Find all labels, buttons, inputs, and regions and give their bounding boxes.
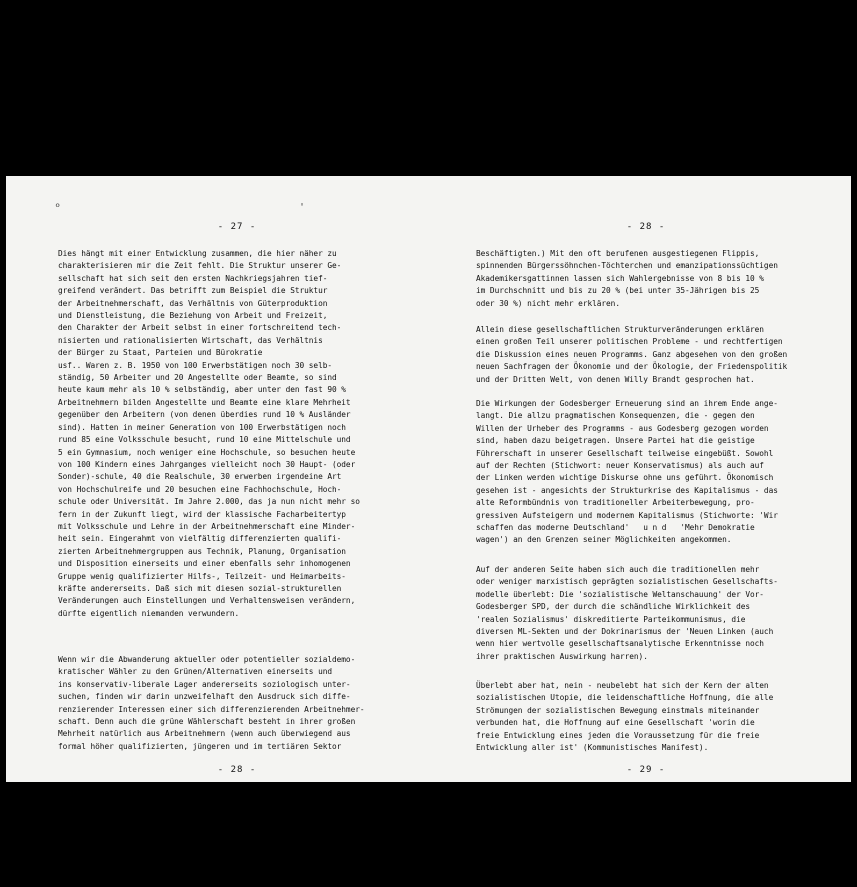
page-number-bottom: - 29 - [626, 765, 666, 775]
text-line: ins konservativ-liberale Lager andererseits soziologisch unter- [58, 679, 351, 689]
text-line: suchen, finden wir darin unzweifelhaft den Ausdruck sich diffe- [58, 692, 351, 702]
text-line: sind). Hatten in meiner Generation von 100 Erwerbstätigen noch [58, 422, 346, 432]
text-line: oder weniger marxistisch geprägten sozialistischen Gesellschafts- [476, 577, 778, 587]
paragraph [476, 398, 816, 547]
text-line: Auf der anderen Seite haben sich auch die traditionellen mehr [476, 565, 760, 574]
text-line: wenn hier wertvolle gesellschaftsanalytische Erkenntnisse noch [476, 639, 764, 649]
text-line: Beschäftigten.) Mit den oft berufenen ausgestiegenen Flippis, [476, 249, 760, 258]
text-line: Wenn wir die Abwanderung aktueller oder potentieller sozialdemo- [58, 655, 356, 664]
text-line: Veränderungen auch Einstellungen und Verhaltensweisen verändern, [58, 596, 356, 606]
text-line: Überlebt aber hat, nein - neubelebt hat sich der Kern der alten [476, 681, 769, 690]
text-line: die Diskussion eines neuen Programms. Ganz abgesehen von den großen [476, 349, 788, 359]
text-line: Arbeitnehmern bilden Angestellte und Beamte eine klare Mehrheit [58, 397, 351, 407]
text-line: diversen ML-Sekten und der Dokrinarismus der 'Neuen Linken (auch [476, 627, 774, 637]
text-line: oder 30 %) nicht mehr erklären. [476, 298, 620, 308]
text-line: nisierten und rationalisierten Wirtschaft, das Verhältnis [58, 335, 323, 345]
text-line: einen großen Teil unserer politischen Probleme - und rechtfertigen [476, 337, 783, 347]
paragraph [476, 248, 816, 310]
text-line: Führerschaft in unserer Gesellschaft teilweise eingebüßt. Sowohl [476, 448, 774, 458]
right-page [476, 176, 816, 782]
text-line: Sonder)-schule, 40 die Realschule, 30 erwerben irgendeine Art [58, 472, 342, 482]
text-line: charakterisieren mir die Zeit fehlt. Die Struktur unserer Ge- [58, 261, 342, 271]
text-line: den Charakter der Arbeit selbst in einer fortschreitend tech- [58, 323, 342, 333]
paragraph [58, 248, 416, 620]
text-line: Willen der Urheber des Programms - aus Godesberg gezogen worden [476, 423, 769, 433]
text-line: usf.. Waren z. B. 1950 von 100 Erwerbstätigen noch 30 selb- [58, 360, 333, 370]
left-page [58, 176, 416, 782]
text-line: der Arbeitnehmerschaft, das Verhältnis von Güterproduktion [58, 298, 328, 308]
text-line: der Bürger zu Staat, Parteien und Bürokratie [58, 348, 263, 358]
text-line: Godesberger SPD, der durch die schändliche Wirklichkeit des [476, 602, 751, 612]
text-line: 5 ein Gymnasium, noch weniger eine Hochschule, so besuchen heute [58, 447, 356, 457]
text-line: freie Entwicklung eines jeden die Voraussetzung für die freie [476, 730, 760, 740]
text-line: verbunden hat, die Hoffnung auf eine Gesellschaft 'worin die [476, 718, 755, 728]
paragraph [476, 680, 816, 754]
text-line: auf der Rechten (Stichwort: neuer Konservatismus) als auch auf [476, 461, 764, 471]
text-line: gegenüber den Arbeitern (von denen überdies rund 10 % Ausländer [58, 410, 351, 420]
text-line: Mehrheit natürlich aus Arbeitnehmern (wenn auch überwiegend aus [58, 729, 351, 739]
text-line: Entwicklung aller ist' (Kommunistisches Manifest). [476, 743, 709, 753]
scan-speck: ᵒ [54, 200, 62, 214]
text-line: Gruppe wenig qualifizierter Hilfs-, Teilzeit- und Heimarbeits- [58, 571, 346, 581]
text-line: und Disposition einerseits und einer ebenfalls sehr inhomogenen [58, 559, 351, 569]
text-line: wagen') an den Grenzen seiner Möglichkeiten angekommen. [476, 535, 732, 545]
page-number-top: - 28 - [626, 222, 666, 232]
text-line: gesehen ist - angesichts der Strukturkrise des Kapitalismus - das [476, 485, 778, 495]
text-line: von Hochschulreife und 20 besuchen eine Fachhochschule, Hoch- [58, 484, 342, 494]
text-line: greifend verändert. Das betrifft zum Beispiel die Struktur [58, 286, 328, 296]
page-number-bottom: - 28 - [217, 765, 257, 775]
text-line: mit Volksschule und Lehre in der Arbeitnehmerschaft eine Minder- [58, 521, 356, 531]
text-line: sind, haben dazu beigetragen. Unsere Partei hat die geistige [476, 436, 755, 446]
text-line: Die Wirkungen der Godesberger Erneuerung sind an ihrem Ende ange- [476, 399, 778, 408]
text-line: heute kaum mehr als 10 % selbständig, aber unter den fast 90 % [58, 385, 346, 395]
text-line: heit sein. Eingerahmt von vielfältig differenzierten qualifi- [58, 534, 342, 544]
text-line: rund 85 eine Volksschule besucht, rund 10 eine Mittelschule und [58, 435, 351, 445]
text-line: dürfte eigentlich niemanden verwundern. [58, 608, 240, 618]
text-line: Dies hängt mit einer Entwicklung zusammen, die hier näher zu [58, 249, 337, 258]
text-line: schaffen das moderne Deutschland' u n d 'Mehr Demokratie [476, 523, 755, 533]
text-line: der Linken werden wichtige Diskurse ohne uns geführt. Ökonomisch [476, 473, 774, 483]
text-line: alte Reformbündnis von traditioneller Arbeiterbewegung, pro- [476, 498, 755, 508]
text-line: fern in der Zukunft liegt, wird der klassische Facharbeitertyp [58, 509, 346, 519]
text-line: ständig, 50 Arbeiter und 20 Angestellte oder Beamte, so sind [58, 373, 337, 383]
paragraph [476, 324, 816, 386]
text-line: gressiven Aufsteigern und modernem Kapitalismus (Stichworte: 'Wir [476, 510, 778, 520]
text-line: im Durchschnitt und bis zu 20 % (bei unter 35-Jährigen bis 25 [476, 286, 760, 296]
text-line: Allein diese gesellschaftlichen Strukturveränderungen erklären [476, 325, 764, 334]
text-line: 'realen Sozialismus' diskreditierte Parteikommunismus, die [476, 614, 746, 624]
text-line: langt. Die allzu pragmatischen Konsequenzen, die - gegen den [476, 411, 755, 421]
paragraph [476, 564, 816, 663]
text-line: zierten Arbeitnehmergruppen aus Technik, Planung, Organisation [58, 546, 346, 556]
text-line: ihrer praktischen Auswirkung harren). [476, 651, 648, 661]
text-line: Akademikersgattinnen lassen sich Wahlergebnisse von 8 bis 10 % [476, 273, 764, 283]
text-line: spinnenden Bürgerssöhnchen-Töchterchen und emanzipationssüchtigen [476, 261, 778, 271]
text-line: und Dienstleistung, die Beziehung von Arbeit und Freizeit, [58, 311, 328, 321]
page-number-top: - 27 - [217, 222, 257, 232]
paragraph [58, 654, 416, 753]
text-line: schule oder Universität. Im Jahre 2.000, das ja nun nicht mehr so [58, 497, 360, 507]
text-line: sozialistischen Utopie, die leidenschaftliche Hoffnung, die alle [476, 693, 774, 703]
text-line: renzierender Interessen einer sich differenzierenden Arbeitnehmer- [58, 704, 365, 714]
text-line: neuen Sachfragen der Ökonomie und der Ökologie, der Friedenspolitik [476, 362, 788, 372]
text-line: Strömungen der sozialistischen Bewegung einstmals miteinander [476, 705, 760, 715]
text-line: formal höher qualifizierten, jüngeren und im tertiären Sektor [58, 741, 342, 751]
scanned-document-spread [6, 176, 851, 782]
text-line: schaft. Denn auch die grüne Wählerschaft besteht in ihrer großen [58, 717, 356, 727]
text-line: und der Dritten Welt, von denen Willy Brandt gesprochen hat. [476, 374, 755, 384]
text-line: sellschaft hat sich seit den ersten Nachkriegsjahren tief- [58, 273, 328, 283]
scan-speck: ' [299, 202, 306, 213]
text-line: kratischer Wähler zu den Grünen/Alternativen einerseits und [58, 667, 333, 677]
text-line: kräfte andererseits. Daß sich mit diesen sozial-strukturellen [58, 583, 342, 593]
text-line: von 100 Kindern eines Jahrganges vielleicht noch 30 Haupt- (oder [58, 459, 356, 469]
text-line: modelle überlebt: Die 'sozialistische Weltanschauung' der Vor- [476, 589, 764, 599]
